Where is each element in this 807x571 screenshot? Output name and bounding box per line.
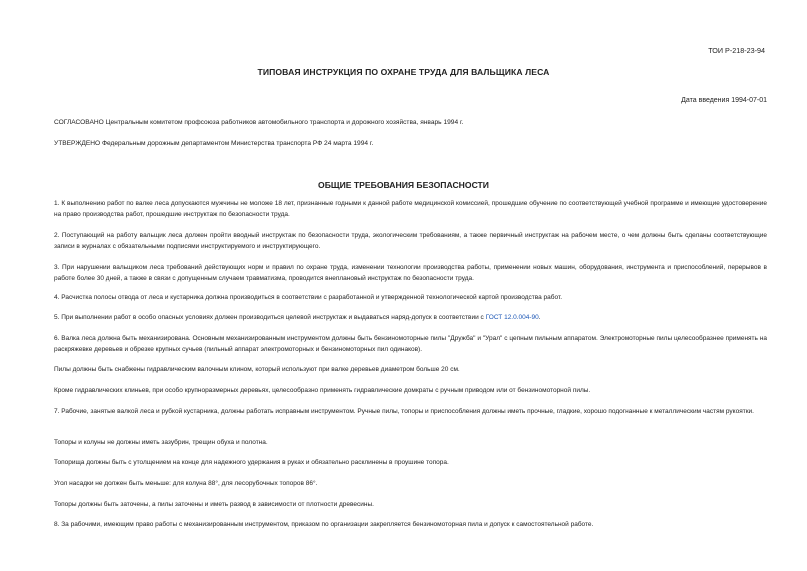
paragraph-1: 1. К выполнению работ по валке леса допускаются мужчины не моложе 18 лет, признанные годными к данной работе медицинской комиссией, прошедшие обучение по соответствующей учебной программе и имеющие удостоверение на право производства работ, прошедшие инструктаж по безопасности труда. [54, 200, 767, 218]
paragraph-7b: Топорища должны быть с утолщением на конце для надежного удержания в руках и обязательно расклинены в проушине топора. [54, 459, 449, 466]
paragraph-7d: Топоры должны быть заточены, а пилы заточены и иметь развод в зависимости от плотности древесины. [54, 501, 374, 508]
approved-statement: УТВЕРЖДЕНО Федеральным дорожным департаментом Министерства транспорта РФ 24 марта 1994 г. [54, 140, 374, 147]
paragraph-5-text: 5. При выполнении работ в особо опасных условиях должен производиться целевой инструктаж и выдаваться наряд-допуск в соответствии с [54, 314, 486, 321]
paragraph-2: 2. Поступающий на работу вальщик леса должен пройти вводный инструктаж по безопасности труда, экологическим требованиям, а также первичный инструктаж на рабочем месте, о чем должны быть сделаны соответствующие записи в журналах с обязательными подписями инструктируемого и инструктирующего. [54, 232, 767, 250]
gost-link[interactable]: ГОСТ 12.0.004-90 [485, 314, 539, 321]
document-title: ТИПОВАЯ ИНСТРУКЦИЯ ПО ОХРАНЕ ТРУДА ДЛЯ ВАЛЬЩИКА ЛЕСА [257, 67, 550, 77]
paragraph-5 [54, 312, 767, 323]
paragraph-7: 7. Рабочие, занятые валкой леса и рубкой кустарника, должны работать исправным инструментом. Ручные пилы, топоры и приспособления должны иметь прочные, гладкие, хорошо подогнанные к металлическим частям рукоятки. [54, 408, 754, 415]
paragraph-8: 8. За рабочими, имеющим право работы с механизированным инструментом, приказом по организации закрепляется бензиномоторная пила и допуск к самостоятельной работе. [54, 521, 594, 528]
intro-date: Дата введения 1994-07-01 [681, 97, 767, 104]
document-code: ТОИ Р-218-23-94 [708, 46, 765, 55]
paragraph-6: 6. Валка леса должна быть механизирована. Основным механизированным инструментом должны быть бензиномоторные пилы "Дружба" и "Урал" с цепным пильным аппаратом. Электромоторные пилы целесообразнее применять на раскряжевке деревьев и обрезке крупных сучьев (пильный аппарат электромоторных и бензиномоторных пил одинаков). [54, 335, 767, 353]
paragraph-5-end: . [538, 314, 541, 321]
paragraph-3: 3. При нарушении вальщиком леса требований действующих норм и правил по охране труда, изменении технологии производства работы, применении новых машин, оборудования, инструмента и приспособлений, перерывов в работе более 30 дней, а также в связи с допущенным случаем травматизма, проводится внеплановый инструктаж по безопасности труда. [54, 264, 767, 282]
section-title: ОБЩИЕ ТРЕБОВАНИЯ БЕЗОПАСНОСТИ [318, 180, 489, 190]
paragraph-7a: Топоры и колуны не должны иметь зазубрин, трещин обуха и полотна. [54, 439, 268, 446]
paragraph-6b: Кроме гидравлических клиньев, при особо крупноразмерных деревьях, целесообразно применять гидравлические домкраты с ручным приводом или от бензиномоторной пилы. [54, 387, 591, 394]
paragraph-6a: Пилы должны быть снабжены гидравлическим валочным клином, который используют при валке деревьев диаметром больше 20 см. [54, 366, 460, 373]
agreed-statement: СОГЛАСОВАНО Центральным комитетом профсоюза работников автомобильного транспорта и дорожного хозяйства, январь 1994 г. [54, 119, 464, 126]
paragraph-4: 4. Расчистка полосы отвода от леса и кустарника должна производиться в соответствии с разработанной и утвержденной технологической картой производства работ. [54, 294, 563, 301]
paragraph-7c: Угол насадки не должен быть меньше: для колуна 88°, для лесорубочных топоров 86°. [54, 480, 318, 487]
